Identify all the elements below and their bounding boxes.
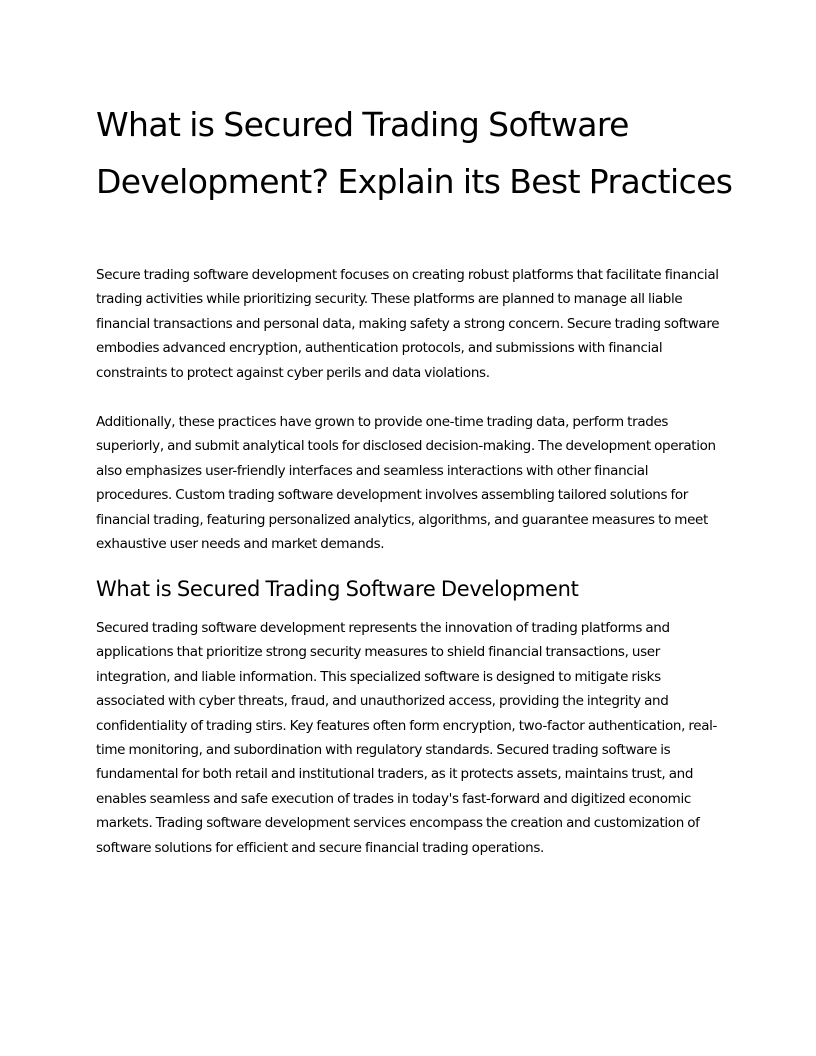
intro-paragraph-1: Secure trading software development focuses on creating robust platforms that facilitate financial trading activities while prioritizing security. These platforms are planned to manage all liable financial transactions and personal data, making safety a strong concern. Secure trading software embodies advanced encryption, authentication protocols, and submissions with financial constraints to protect against cyber perils and data violations.: [96, 267, 720, 381]
section-paragraph: Secured trading software development represents the innovation of trading platforms and applications that prioritize strong security measures to shield financial transactions, user integration, and liable information. This specialized software is designed to mitigate risks associated with cyber threats, fraud, and unauthorized access, providing the integrity and confidentiality of trading stirs. Key features often form encryption, two-factor authentication, real-time monitoring, and subordination with regulatory standards. Secured trading software is fundamental for both retail and institutional traders, as it protects assets, maintains trust, and enables seamless and safe execution of trades in today's fast-forward and digitized economic markets. Trading software development services encompass the creation and customization of software solutions for efficient and secure financial trading operations.: [96, 620, 718, 856]
page-title: What is Secured Trading Software Development? Explain its Best Practices: [96, 105, 733, 201]
intro-paragraph-2: Additionally, these practices have grown to provide one-time trading data, perform trades superiorly, and submit analytical tools for disclosed decision-making. The development operation also emphasizes user-friendly interfaces and seamless interactions with other financial procedures. Custom trading software development involves assembling tailored solutions for financial trading, featuring personalized analytics, algorithms, and guarantee measures to meet exhaustive user needs and market demands.: [96, 414, 716, 553]
section-heading: What is Secured Trading Software Development: [96, 577, 579, 601]
